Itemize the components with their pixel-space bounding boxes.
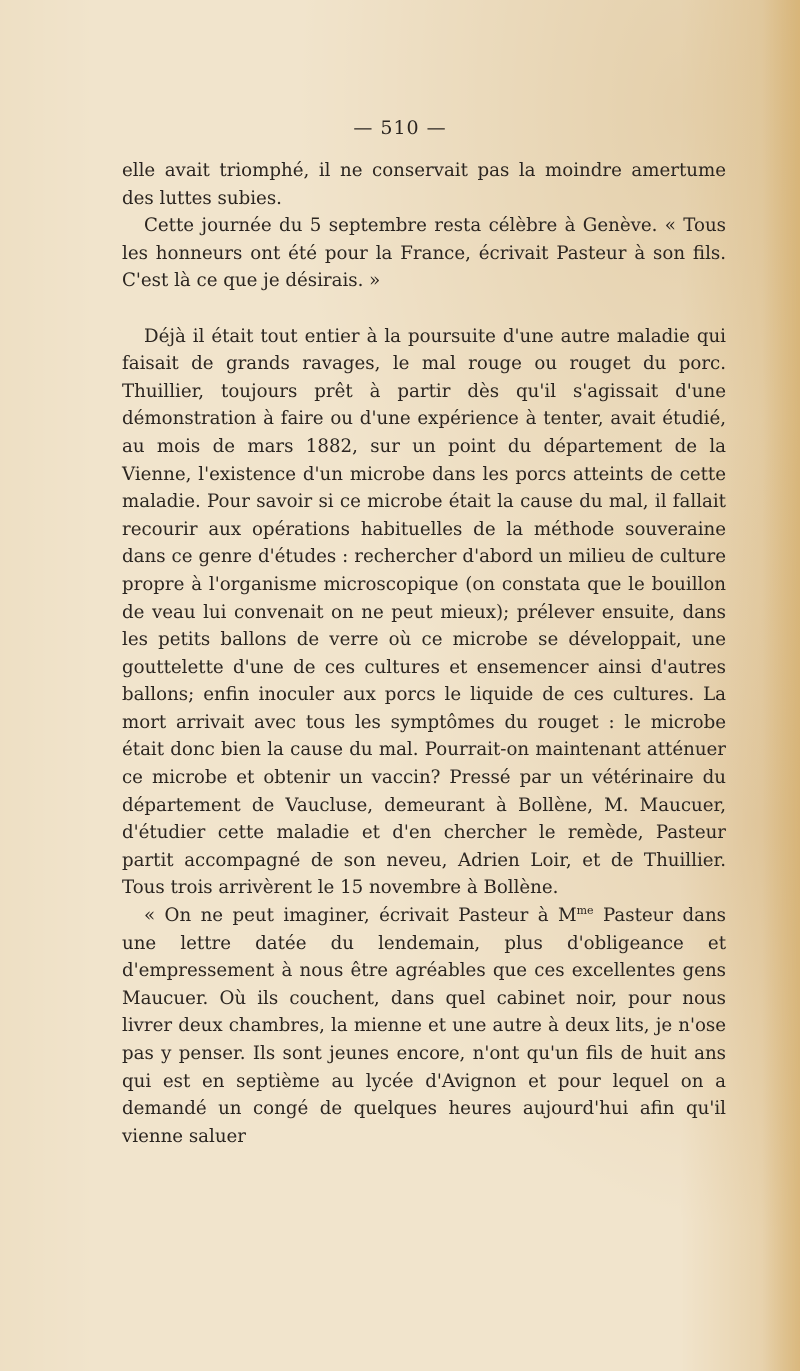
paragraph-4-start: « On ne peut imaginer, écrivait Pasteur à M [144,905,577,927]
paragraph-1: elle avait triomphé, il ne conservait pas la moindre amertume des luttes subies. [122,160,726,209]
paragraph-4 [122,902,726,1150]
body-text [122,157,726,1150]
paragraph-3: Déjà il était tout entier à la poursuite d'une autre maladie qui faisait de grands ravages, le mal rouge ou rouget du porc. Thuillier, toujours prêt à partir dès qu'il s'agissait d'une démonstration à faire ou d'une expérience à tenter, avait étudié, au mois de mars 1882, sur un point du département de la Vienne, l'existence d'un microbe dans les porcs atteints de cette maladie. Pour savoir si ce microbe était la cause du mal, il fallait recourir aux opérations habituelles de la méthode souveraine dans ce genre d'études : rechercher d'abord un milieu de culture propre à l'organisme microscopique (on constata que le bouillon de veau lui convenait on ne peut mieux); prélever ensuite, dans les petits ballons de verre où ce microbe se développait, une gouttelette d'une de ces cultures et ensemencer ainsi d'autres ballons; enfin inoculer aux porcs le liquide de ces cultures. La mort arrivait avec tous les symptômes du rouget : le microbe était donc bien la cause du mal. Pourrait-on maintenant atténuer ce microbe et obtenir un vaccin? Pressé par un vétérinaire du département de Vaucluse, demeurant à Bollène, M. Maucuer, d'étudier cette maladie et d'en chercher le remède, Pasteur partit accompagné de son neveu, Adrien Loir, et de Thuillier. Tous trois arrivèrent le 15 novembre à Bollène. [122,325,726,899]
paragraph-4-end: Pasteur dans une lettre datée du lendemain, plus d'obligeance et d'empressement à nous être agréables que ces excellentes gens Maucuer. Où ils couchent, dans quel cabinet noir, pour nous livrer deux chambres, la mienne et une autre à deux lits, je n'ose pas y penser. Ils sont jeunes encore, n'ont qu'un fils de huit ans qui est en septième au lycée d'Avignon et pour lequel on a demandé un congé de quelques heures aujourd'hui afin qu'il vienne saluer [122,905,726,1147]
paragraph-2: Cette journée du 5 septembre resta célèbre à Genève. « Tous les honneurs ont été pour la France, écrivait Pasteur à son fils. C'est là ce que je désirais. » [122,215,726,292]
superscript-me: me [576,903,594,917]
page-edge-stain [762,0,800,1371]
page-number: — 510 — [353,117,447,139]
